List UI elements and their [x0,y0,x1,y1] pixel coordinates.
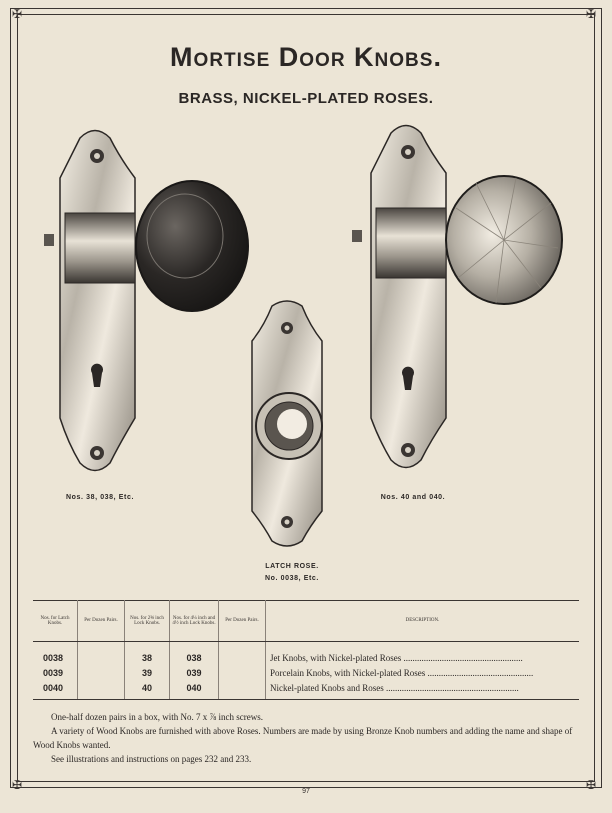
jet-knob-illustration [40,118,250,493]
lock-number-cell: 40 [125,680,170,700]
lock-number-cell: 039 [170,665,219,680]
column-header-per-dozen-pairs: Per Dozen Pairs. [219,601,266,642]
column-header-lock-knobs-2-5-8: Nos. for 2⅝ inch Lock Knobs. [125,601,170,642]
nickel-knob-illustration [346,118,571,488]
description-cell: Nickel-plated Knobs and Roses ........................................................... [266,680,580,700]
lock-number-cell: 040 [170,680,219,700]
knob-specification-table [33,600,579,700]
left-knob-caption: Nos. 38, 038, Etc. [66,494,134,501]
corner-ornament-icon: ✠ [585,7,597,21]
price-cell [219,642,266,666]
column-header-description: DESCRIPTION. [266,601,580,642]
latch-rose-caption [237,561,347,585]
page-title: Mortise Door Knobs. [170,42,442,72]
column-header-per-dozen-pairs: Per Dozen Pairs. [78,601,125,642]
corner-ornament-icon: ✠ [585,778,597,792]
latch-rose-illustration [242,296,332,554]
description-cell: Porcelain Knobs, with Nickel-plated Roses ............................................... [270,667,534,678]
price-cell [78,680,125,700]
catalog-notes [33,710,583,766]
price-cell [219,680,266,700]
price-cell [78,665,125,680]
table-header-row [33,601,579,642]
table-row [33,642,579,666]
column-header-lock-knobs-4-1-4: Nos. for 4¼ inch and 4½ inch Lock Knobs. [170,601,219,642]
lock-number-cell: 38 [125,642,170,666]
note-line: See illustrations and instructions on pages 232 and 233. [51,754,252,764]
description-cell: Jet Knobs, with Nickel-plated Roses ..................................................... [270,652,523,663]
price-cell [78,642,125,666]
latch-rose-caption-line1: LATCH ROSE. [265,563,319,570]
right-knob-caption: Nos. 40 and 040. [380,494,446,501]
page-subtitle: BRASS, NICKEL-PLATED ROSES. [178,90,434,107]
corner-ornament-icon: ✠ [11,7,23,21]
lock-number-cell: 038 [170,642,219,666]
note-line: A variety of Wood Knobs are furnished with above Roses. Numbers are made by using Bronze Knob numbers and adding the name and shape of Wood Knobs wanted. [33,726,573,750]
price-cell [219,665,266,680]
note-line: One-half dozen pairs in a box, with No. 7 x ⅞ inch screws. [51,712,263,722]
latch-rose-caption-line2: No. 0038, Etc. [265,575,319,582]
latch-number-cell: 0038 [33,642,78,666]
page-number: 97 [302,788,310,795]
latch-number-cell: 0039 [33,665,78,680]
table-row [33,665,579,680]
latch-number-cell: 0040 [33,680,78,700]
lock-number-cell: 39 [125,665,170,680]
corner-ornament-icon: ✠ [11,778,23,792]
column-header-latch-knobs: Nos. for Latch Knobs. [33,601,78,642]
table-row [33,680,579,700]
